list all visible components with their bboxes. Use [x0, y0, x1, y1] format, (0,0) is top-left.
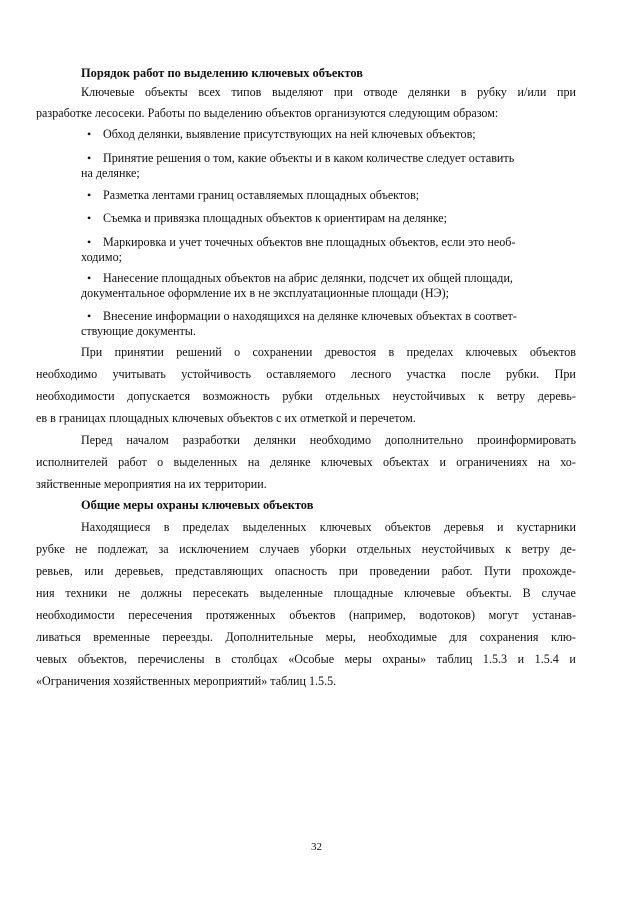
- word: и/или: [517, 85, 547, 99]
- word: выделенных: [242, 520, 307, 534]
- para2-line-2: [36, 455, 576, 470]
- word: или: [84, 564, 104, 578]
- word: работ.: [441, 564, 473, 578]
- word: необходимо: [36, 367, 98, 381]
- word: кустарники: [516, 520, 576, 534]
- word: при: [556, 85, 576, 99]
- word: выделяют: [272, 85, 324, 99]
- word: всех: [198, 85, 221, 99]
- word: отдельных: [356, 542, 412, 556]
- word: рубку: [477, 85, 507, 99]
- word: меры: [344, 652, 372, 666]
- word: лесного: [351, 367, 392, 381]
- word: Пути: [484, 564, 511, 578]
- para3-line-6: [36, 630, 576, 645]
- intro-line-2: разработке лесосеки. Работы по выделению объектов организуются следующим образом:: [36, 106, 499, 120]
- word: сохранения: [479, 630, 539, 644]
- word: техники: [65, 586, 108, 600]
- bullet-marker: •: [87, 151, 92, 165]
- word: охраны»: [382, 652, 427, 666]
- word: ревьев,: [36, 564, 73, 578]
- word: проведении: [369, 564, 430, 578]
- word: ключевых: [319, 520, 372, 534]
- word: уборки: [309, 542, 347, 556]
- word: в: [388, 345, 395, 359]
- word: устойчивость: [181, 367, 251, 381]
- word: деревь-: [537, 389, 576, 403]
- word: водотоков): [419, 608, 475, 622]
- word: выделенных: [173, 455, 238, 469]
- word: хо-: [560, 455, 576, 469]
- para2-line-1: [81, 433, 576, 448]
- bullet-1-line-1: Обход делянки, выявление присутствующих на ней ключевых объектов;: [103, 127, 476, 141]
- para3-line-4: [36, 586, 576, 601]
- word: отдельных: [325, 389, 380, 403]
- para1-line-2: [36, 367, 576, 382]
- word: должны: [140, 586, 182, 600]
- word: допускается: [127, 389, 191, 403]
- word: При: [554, 367, 576, 381]
- word: принятии: [114, 345, 164, 359]
- word: пересекать: [192, 586, 249, 600]
- intro-line-1: [81, 85, 576, 100]
- word: рубке: [36, 542, 65, 556]
- word: деревья: [444, 520, 484, 534]
- para3-line-1: [81, 520, 576, 535]
- word: ветру: [496, 389, 526, 403]
- word: таблиц: [436, 652, 473, 666]
- word: В: [522, 586, 531, 600]
- word: рубки: [282, 389, 313, 403]
- word: оставляемого: [266, 367, 336, 381]
- word: на: [247, 455, 260, 469]
- word: исполнителей: [36, 455, 108, 469]
- para3-line-7: [36, 652, 576, 667]
- bullet-marker: •: [87, 235, 92, 249]
- word: переезды.: [162, 630, 213, 644]
- word: делянки: [253, 433, 296, 447]
- word: временные: [93, 630, 150, 644]
- word: и: [497, 520, 504, 534]
- word: чевых: [36, 652, 68, 666]
- word: необходимо: [309, 433, 371, 447]
- word: ограничениях: [456, 455, 528, 469]
- word: прохожде-: [522, 564, 576, 578]
- word: после: [461, 367, 491, 381]
- word: случаев: [259, 542, 300, 556]
- word: работ: [118, 455, 147, 469]
- word: объекты.: [466, 586, 512, 600]
- word: пересечения: [128, 608, 193, 622]
- word: меры,: [325, 630, 356, 644]
- word: пределах: [406, 345, 454, 359]
- word: ключевые: [404, 586, 456, 600]
- word: 1.5.3: [482, 652, 508, 666]
- word: Перед: [81, 433, 113, 447]
- word: к: [505, 542, 512, 556]
- bullet-3-line-1: Разметка лентами границ оставляемых площадных объектов;: [103, 188, 420, 202]
- para3-line-3: [36, 564, 576, 579]
- word: объектов: [384, 520, 431, 534]
- para3-line-2: [36, 542, 576, 557]
- para1-line-3: [36, 389, 576, 404]
- word: объектах: [383, 455, 430, 469]
- word: и: [569, 652, 576, 666]
- word: Ключевые: [81, 85, 135, 99]
- word: исключением: [179, 542, 249, 556]
- word: де-: [560, 542, 576, 556]
- word: к: [478, 389, 485, 403]
- word: дополнительно: [384, 433, 464, 447]
- word: «Особые: [288, 652, 335, 666]
- para1-line-1: [81, 345, 576, 360]
- para2-line-3: зяйственные мероприятия на их территории.: [36, 477, 267, 491]
- word: необходимые: [368, 630, 437, 644]
- word: пределах: [182, 520, 230, 534]
- word: деревьев,: [115, 564, 164, 578]
- bullet-marker: •: [87, 271, 92, 285]
- word: за: [158, 542, 169, 556]
- word: учитывать: [112, 367, 166, 381]
- para1-line-4: ев в границах площадных ключевых объектов с их отметкой и перечетом.: [36, 411, 416, 425]
- word: при: [338, 564, 358, 578]
- word: необходимости: [36, 389, 115, 403]
- page-number: 32: [311, 841, 322, 853]
- word: ключевых: [320, 455, 373, 469]
- word: решений: [176, 345, 222, 359]
- word: объектов: [529, 345, 576, 359]
- bullet-7-line-2: ствующие документы.: [81, 324, 196, 338]
- word: и: [439, 455, 446, 469]
- word: столбцах: [231, 652, 278, 666]
- word: ливаться: [36, 630, 81, 644]
- bullet-5-line-2: ходимо;: [81, 250, 122, 264]
- word: могут: [488, 608, 519, 622]
- word: протяженных: [205, 608, 276, 622]
- word: делянки: [408, 85, 451, 99]
- section-heading-protection: Общие меры охраны ключевых объектов: [81, 498, 314, 512]
- word: опасность: [274, 564, 328, 578]
- word: не: [118, 586, 130, 600]
- bullet-7-line-1: Внесение информации о находящихся на делянке ключевых объектах в соответ-: [103, 309, 517, 323]
- bullet-2-line-1: Принятие решения о том, какие объекты и в каком количестве следует оставить: [103, 151, 515, 165]
- word: неустойчивых: [392, 389, 466, 403]
- word: ключевых: [465, 345, 518, 359]
- word: возможность: [202, 389, 270, 403]
- word: При: [81, 345, 103, 359]
- word: началом: [126, 433, 169, 447]
- word: участка: [406, 367, 446, 381]
- word: ветру: [521, 542, 550, 556]
- word: устанав-: [532, 608, 576, 622]
- word: типов: [231, 85, 262, 99]
- bullet-5-line-1: Маркировка и учет точечных объектов вне площадных объектов, если это необ-: [103, 235, 516, 249]
- para3-line-8: «Ограничения хозяйственных мероприятий» таблиц 1.5.5.: [36, 674, 337, 688]
- word: рубки.: [506, 367, 540, 381]
- word: в: [163, 520, 170, 534]
- word: выделенные: [259, 586, 323, 600]
- word: в: [460, 85, 467, 99]
- section-heading-work-order: Порядок работ по выделению ключевых объектов: [81, 66, 364, 80]
- word: разработки: [182, 433, 241, 447]
- word: объекты: [145, 85, 188, 99]
- word: сохранении: [252, 345, 313, 359]
- word: объектов,: [77, 652, 128, 666]
- word: подлежат,: [97, 542, 149, 556]
- bullet-marker: •: [87, 211, 92, 225]
- word: необходимости: [36, 608, 115, 622]
- bullet-2-line-2: на делянке;: [81, 166, 140, 180]
- word: в: [214, 652, 221, 666]
- word: и: [517, 652, 525, 666]
- bullet-marker: •: [87, 127, 92, 141]
- word: проинформировать: [477, 433, 576, 447]
- word: на: [538, 455, 550, 469]
- word: площадные: [333, 586, 394, 600]
- word: объектов: [289, 608, 336, 622]
- bullet-6-line-2: документальное оформление их в не эксплуатационные площади (НЭ);: [81, 286, 449, 300]
- word: о: [234, 345, 241, 359]
- word: о: [157, 455, 164, 469]
- word: древостоя: [324, 345, 377, 359]
- word: перечислены: [137, 652, 205, 666]
- word: 1.5.4: [534, 652, 559, 666]
- word: Находящиеся: [81, 520, 151, 534]
- word: при: [333, 85, 353, 99]
- word: не: [75, 542, 88, 556]
- word: отводе: [363, 85, 398, 99]
- word: представляющих: [175, 564, 264, 578]
- bullet-4-line-1: Съемка и привязка площадных объектов к ориентирам на делянке;: [103, 211, 447, 225]
- word: (например,: [349, 608, 406, 622]
- word: для: [449, 630, 468, 644]
- bullet-marker: •: [87, 188, 92, 202]
- word: Дополнительные: [225, 630, 314, 644]
- word: ния: [36, 586, 55, 600]
- word: делянке: [269, 455, 311, 469]
- bullet-6-line-1: Нанесение площадных объектов на абрис делянки, подсчет их общей площади,: [103, 271, 513, 285]
- para3-line-5: [36, 608, 576, 623]
- word: случае: [541, 586, 576, 600]
- bullet-marker: •: [87, 309, 92, 323]
- word: клю-: [550, 630, 576, 644]
- word: неустойчивых: [421, 542, 495, 556]
